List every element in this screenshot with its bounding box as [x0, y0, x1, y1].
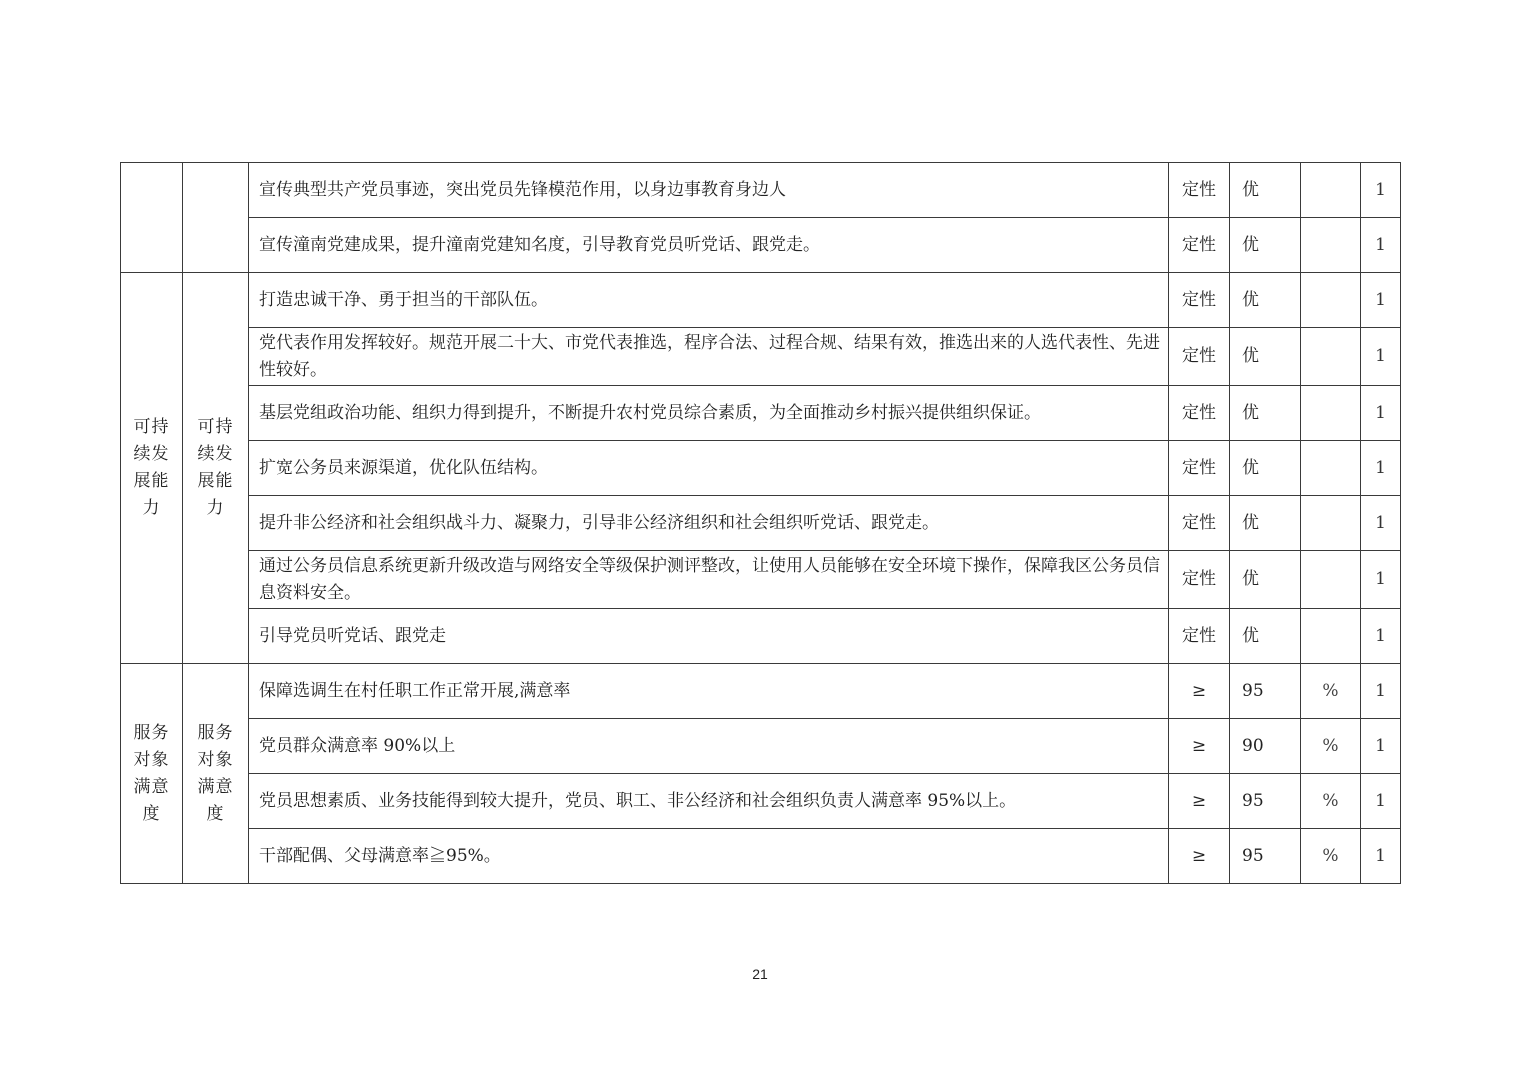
indicator-unit — [1301, 496, 1361, 551]
indicator-description: 党员群众满意率 90%以上 — [249, 719, 1169, 774]
page-number: 21 — [752, 966, 768, 982]
level2-cell-empty — [183, 163, 249, 273]
table-row — [121, 441, 1401, 496]
level2-indicator-cell: 服务对象满意度 — [183, 664, 249, 884]
indicator-nature: 定性 — [1169, 496, 1230, 551]
table-row — [121, 163, 1401, 218]
indicator-nature: 定性 — [1169, 163, 1230, 218]
indicator-value: 95 — [1230, 774, 1301, 829]
indicator-unit — [1301, 441, 1361, 496]
indicator-weight: 1 — [1361, 609, 1401, 664]
indicator-unit: % — [1301, 664, 1361, 719]
level1-cell-empty — [121, 163, 183, 273]
level2-indicator-cell: 可持续发展能力 — [183, 273, 249, 664]
indicator-unit: % — [1301, 719, 1361, 774]
indicator-weight: 1 — [1361, 163, 1401, 218]
table-row — [121, 328, 1401, 386]
indicator-description: 通过公务员信息系统更新升级改造与网络安全等级保护测评整改，让使用人员能够在安全环境下操作，保障我区公务员信息资料安全。 — [249, 551, 1169, 609]
indicator-value: 优 — [1230, 496, 1301, 551]
indicator-value: 优 — [1230, 551, 1301, 609]
table-row — [121, 664, 1401, 719]
indicator-description: 引导党员听党话、跟党走 — [249, 609, 1169, 664]
table-row — [121, 829, 1401, 884]
indicator-weight: 1 — [1361, 664, 1401, 719]
indicator-value: 90 — [1230, 719, 1301, 774]
indicator-nature: 定性 — [1169, 273, 1230, 328]
indicator-description: 党员思想素质、业务技能得到较大提升，党员、职工、非公经济和社会组织负责人满意率 95%以上。 — [249, 774, 1169, 829]
indicator-nature: 定性 — [1169, 609, 1230, 664]
indicator-nature: 定性 — [1169, 441, 1230, 496]
indicator-unit — [1301, 163, 1361, 218]
indicator-nature: ≥ — [1169, 774, 1230, 829]
indicator-nature: ≥ — [1169, 664, 1230, 719]
indicator-description: 保障选调生在村任职工作正常开展,满意率 — [249, 664, 1169, 719]
indicator-nature: 定性 — [1169, 386, 1230, 441]
indicator-unit — [1301, 218, 1361, 273]
indicator-nature: 定性 — [1169, 551, 1230, 609]
indicator-unit — [1301, 273, 1361, 328]
indicator-value: 95 — [1230, 829, 1301, 884]
indicator-weight: 1 — [1361, 719, 1401, 774]
table-row — [121, 273, 1401, 328]
indicator-value: 优 — [1230, 273, 1301, 328]
table-row — [121, 719, 1401, 774]
indicator-weight: 1 — [1361, 386, 1401, 441]
table-row — [121, 774, 1401, 829]
indicator-description: 打造忠诚干净、勇于担当的干部队伍。 — [249, 273, 1169, 328]
indicator-nature: ≥ — [1169, 719, 1230, 774]
table-row — [121, 386, 1401, 441]
indicator-weight: 1 — [1361, 273, 1401, 328]
indicator-weight: 1 — [1361, 218, 1401, 273]
indicator-unit: % — [1301, 829, 1361, 884]
indicator-description: 干部配偶、父母满意率≧95%。 — [249, 829, 1169, 884]
indicator-value: 优 — [1230, 441, 1301, 496]
indicator-weight: 1 — [1361, 496, 1401, 551]
indicator-value: 优 — [1230, 218, 1301, 273]
indicator-unit — [1301, 386, 1361, 441]
indicator-weight: 1 — [1361, 829, 1401, 884]
indicator-weight: 1 — [1361, 441, 1401, 496]
indicator-nature: ≥ — [1169, 829, 1230, 884]
indicator-value: 优 — [1230, 609, 1301, 664]
indicator-description: 提升非公经济和社会组织战斗力、凝聚力，引导非公经济组织和社会组织听党话、跟党走。 — [249, 496, 1169, 551]
indicator-description: 宣传潼南党建成果，提升潼南党建知名度，引导教育党员听党话、跟党走。 — [249, 218, 1169, 273]
indicator-unit — [1301, 609, 1361, 664]
indicator-weight: 1 — [1361, 328, 1401, 386]
indicator-value: 优 — [1230, 386, 1301, 441]
table-row — [121, 551, 1401, 609]
table-row — [121, 496, 1401, 551]
indicator-unit — [1301, 328, 1361, 386]
indicator-description: 宣传典型共产党员事迹，突出党员先锋模范作用，以身边事教育身边人 — [249, 163, 1169, 218]
level1-indicator-cell: 服务对象满意度 — [121, 664, 183, 884]
indicator-value: 95 — [1230, 664, 1301, 719]
indicator-description: 基层党组政治功能、组织力得到提升，不断提升农村党员综合素质，为全面推动乡村振兴提供组织保证。 — [249, 386, 1169, 441]
indicator-description: 扩宽公务员来源渠道，优化队伍结构。 — [249, 441, 1169, 496]
indicator-unit — [1301, 551, 1361, 609]
indicator-value: 优 — [1230, 163, 1301, 218]
table-row — [121, 218, 1401, 273]
indicator-value: 优 — [1230, 328, 1301, 386]
indicator-unit: % — [1301, 774, 1361, 829]
indicator-weight: 1 — [1361, 774, 1401, 829]
table-row — [121, 609, 1401, 664]
indicator-nature: 定性 — [1169, 218, 1230, 273]
indicator-table — [120, 162, 1401, 884]
indicator-weight: 1 — [1361, 551, 1401, 609]
indicator-description: 党代表作用发挥较好。规范开展二十大、市党代表推选，程序合法、过程合规、结果有效，推选出来的人选代表性、先进性较好。 — [249, 328, 1169, 386]
indicator-nature: 定性 — [1169, 328, 1230, 386]
level1-indicator-cell: 可持续发展能力 — [121, 273, 183, 664]
